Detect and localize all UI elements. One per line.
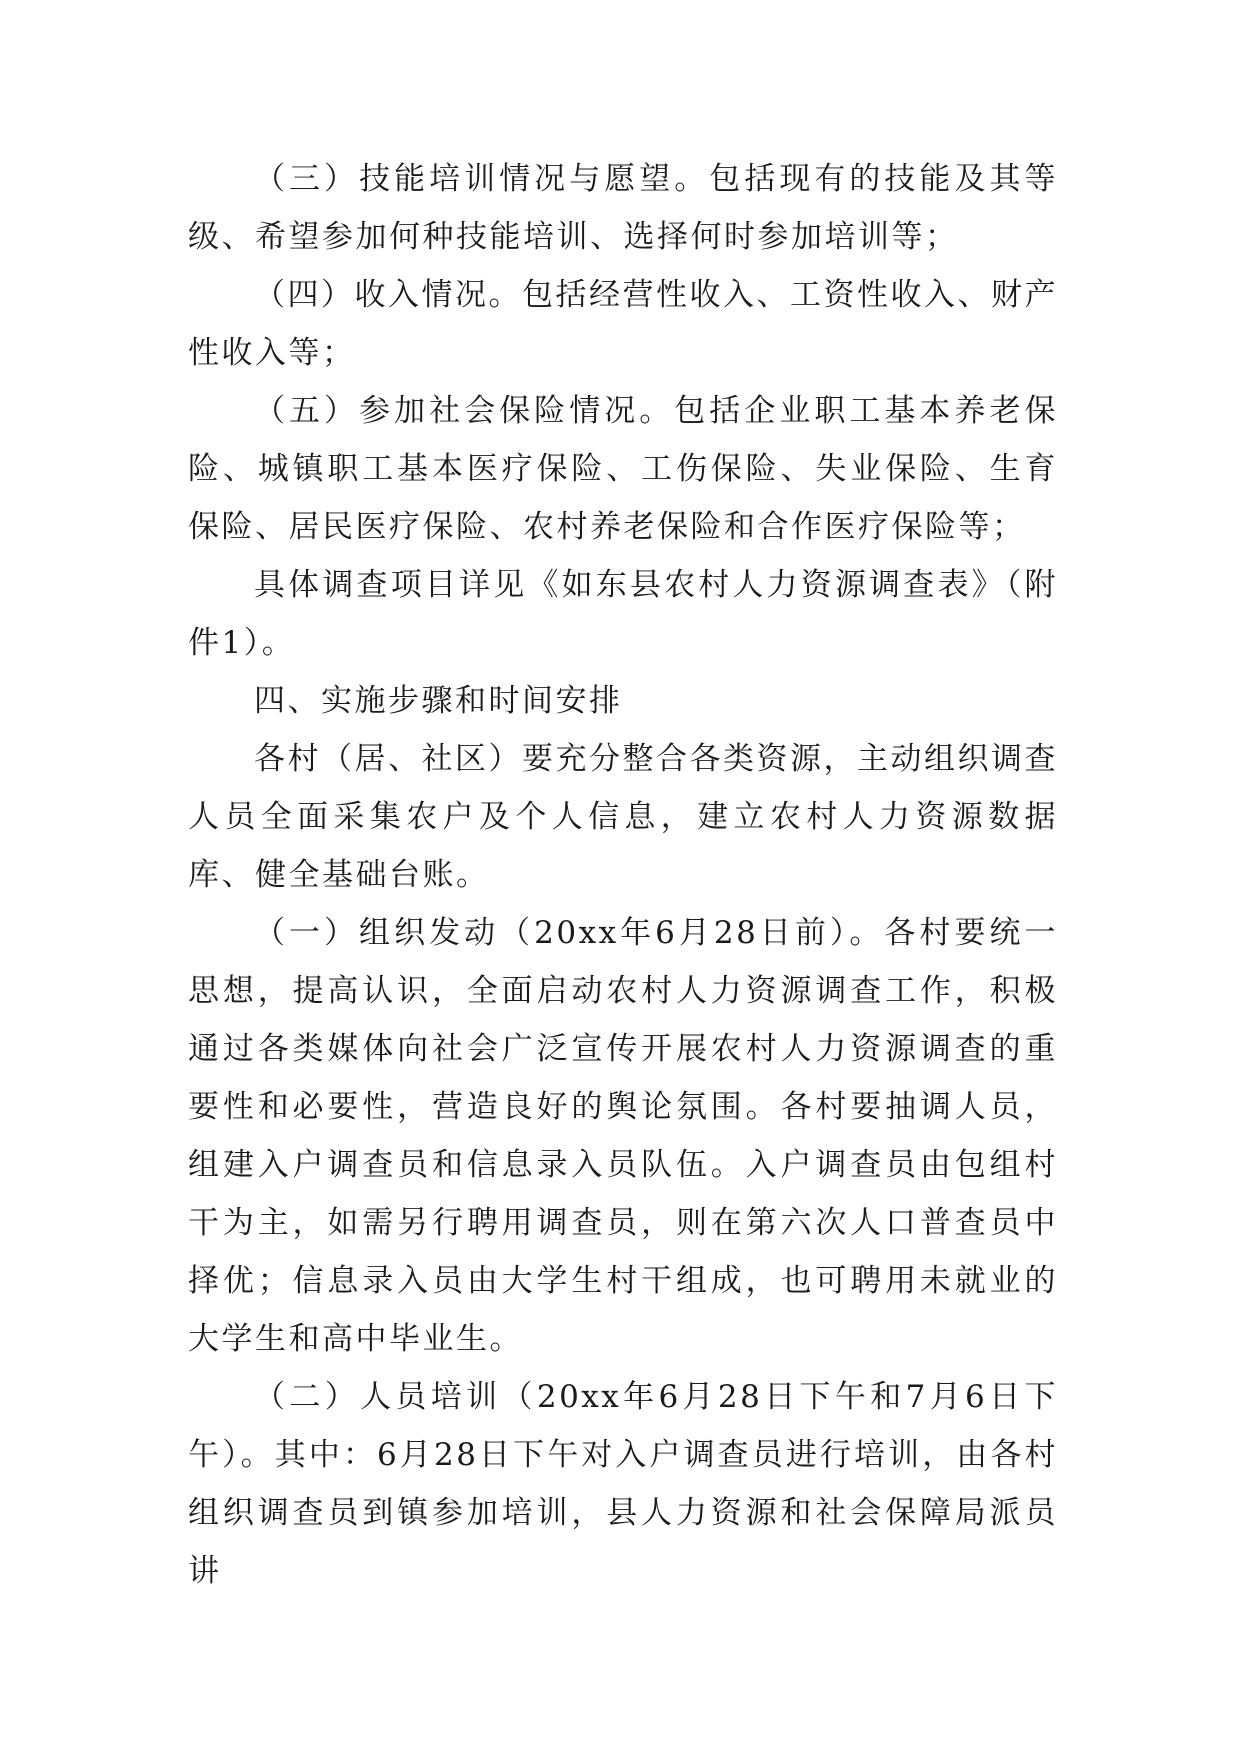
paragraph-social-insurance: （五）参加社会保险情况。包括企业职工基本养老保险、城镇职工基本医疗保险、工伤保险、失业保险、生育保险、居民医疗保险、农村养老保险和合作医疗保险等； [188, 393, 1058, 545]
paragraph-skills-training: （三）技能培训情况与愿望。包括现有的技能及其等级、希望参加何种技能培训、选择何时参加培训等； [188, 161, 1058, 255]
paragraph-resources: 各村（居、社区）要充分整合各类资源，主动组织调查人员全面采集农户及个人信息，建立农村人力资源数据库、健全基础台账。 [188, 741, 1058, 893]
paragraph-training: （二）人员培训（20xx年6月28日下午和7月6日下午）。其中：6月28日下午对入户调查员进行培训，由各村组织调查员到镇参加培训，县人力资源和社会保障局派员讲 [188, 1379, 1058, 1589]
paragraph-mobilization: （一）组织发动（20xx年6月28日前）。各村要统一思想，提高认识，全面启动农村人力资源调查工作，积极通过各类媒体向社会广泛宣传开展农村人力资源调查的重要性和必要性，营造良好的舆论氛围。各村要抽调人员，组建入户调查员和信息录入员队伍。入户调查员由包组村干为主，如需另行聘用调查员，则在第六次人口普查员中择优；信息录入员由大学生村干组成，也可聘用未就业的大学生和高中毕业生。 [188, 915, 1058, 1357]
document-body [188, 150, 1058, 1600]
paragraph-survey-items: 具体调查项目详见《如东县农村人力资源调查表》（附件1）。 [188, 567, 1058, 661]
section-heading-steps: 四、实施步骤和时间安排 [254, 683, 623, 719]
paragraph-income: （四）收入情况。包括经营性收入、工资性收入、财产性收入等； [188, 277, 1058, 371]
